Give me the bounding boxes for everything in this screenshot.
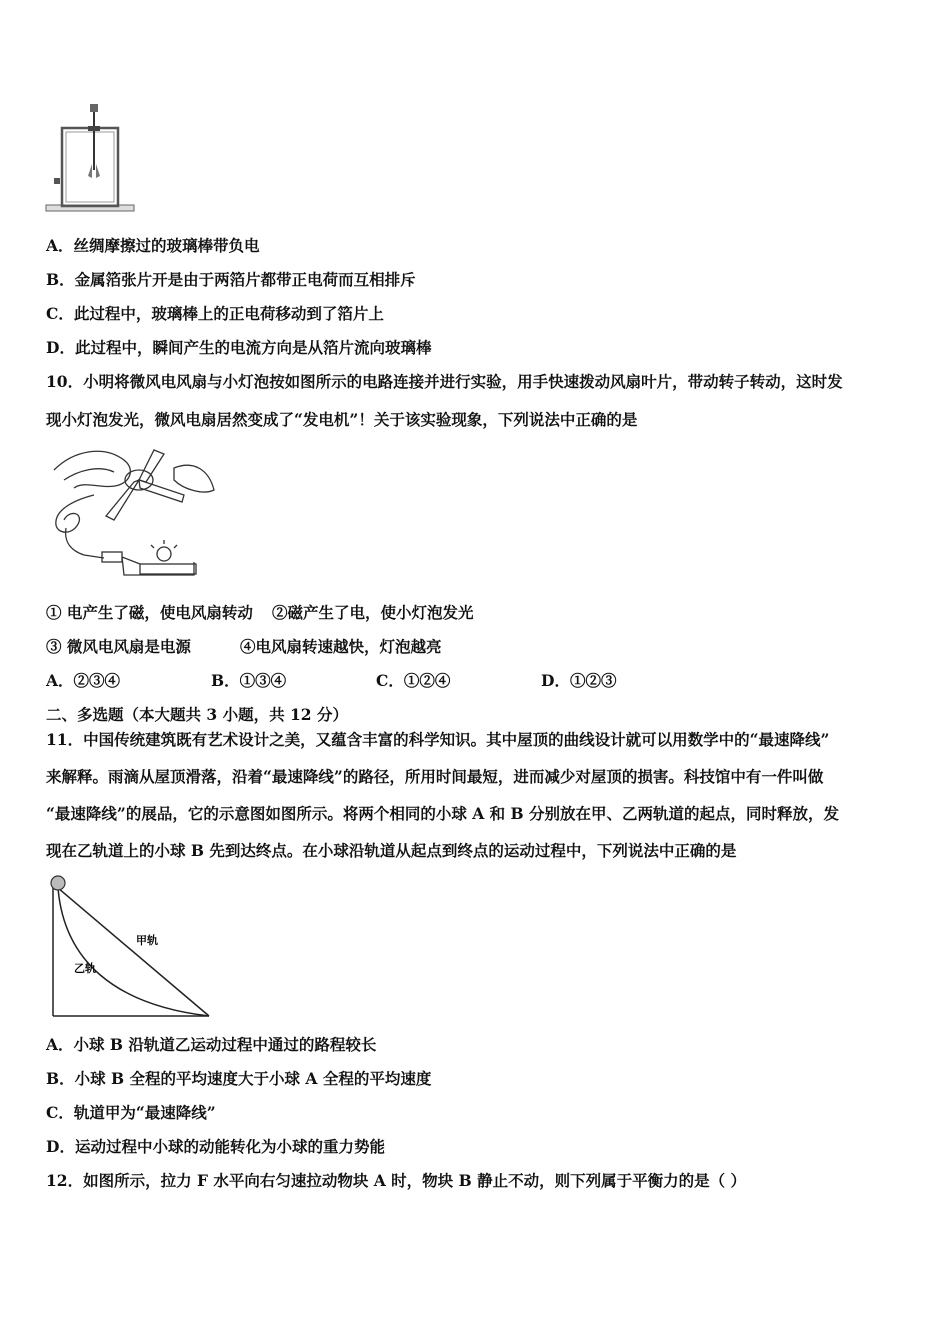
q11-option-a: A．小球 B 沿轨道乙运动过程中通过的路程较长 [46,1035,377,1054]
q9-option-a: A．丝绸摩擦过的玻璃棒带负电 [46,236,260,255]
q11-stem-line4: 现在乙轨道上的小球 B 先到达终点。在小球沿轨道从起点到终点的运动过程中，下列说法中正确的是 [46,841,737,860]
q11-stem-line3: “最速降线”的展品，它的示意图如图所示。将两个相同的小球 A 和 B 分别放在甲、乙两轨道的起点，同时释放，发 [46,804,840,823]
q10-option-c: C．①②④ [376,671,451,690]
q10-option-b: B．①③④ [211,671,287,690]
q12-stem: 12．如图所示，拉力 F 水平向右匀速拉动物块 A 时，物块 B 静止不动，则下列属于平衡力的是（ ） [46,1171,746,1190]
section2-heading: 二、多选题（本大题共 3 小题，共 12 分） [46,705,348,724]
q11-stem-line2: 来解释。雨滴从屋顶滑落，沿着“最速降线”的路径，所用时间最短，进而减少对屋顶的损害。科技馆中有一件叫做 [46,767,824,786]
q10-option-d: D．①②③ [541,671,617,690]
q11-stem-line1: 11．中国传统建筑既有艺术设计之美，又蕴含丰富的科学知识。其中屋顶的曲线设计就可以用数学中的“最速降线” [46,730,830,749]
fan-circuit-figure [44,440,224,588]
electroscope-figure [44,100,136,215]
q11-option-b: B．小球 B 全程的平均速度大于小球 A 全程的平均速度 [46,1069,432,1088]
track-yi-label: 乙轨 [74,962,96,975]
q11-option-c: C．轨道甲为“最速降线” [46,1103,216,1122]
q9-option-d: D．此过程中，瞬间产生的电流方向是从箔片流向玻璃棒 [46,338,432,357]
q10-statement-1: ① 电产生了磁，使电风扇转动 [46,603,253,622]
track-jia-label: 甲轨 [136,934,158,947]
brachistochrone-figure [44,870,214,1020]
q10-stem-line2: 现小灯泡发光，微风电扇居然变成了“发电机”！关于该实验现象，下列说法中正确的是 [46,410,638,429]
q11-option-d: D．运动过程中小球的动能转化为小球的重力势能 [46,1137,385,1156]
q10-option-a: A．②③④ [46,671,121,690]
q9-option-b: B．金属箔张片开是由于两箔片都带正电荷而互相排斥 [46,270,416,289]
q10-statement-3: ③ 微风电风扇是电源 [46,637,191,656]
q10-statement-4: ④电风扇转速越快，灯泡越亮 [240,637,442,656]
q10-stem-line1: 10．小明将微风电风扇与小灯泡按如图所示的电路连接并进行实验，用手快速拨动风扇叶片，带动转子转动，这时发 [46,372,843,391]
q10-statement-2: ②磁产生了电，使小灯泡发光 [272,603,474,622]
q9-option-c: C．此过程中，玻璃棒上的正电荷移动到了箔片上 [46,304,384,323]
